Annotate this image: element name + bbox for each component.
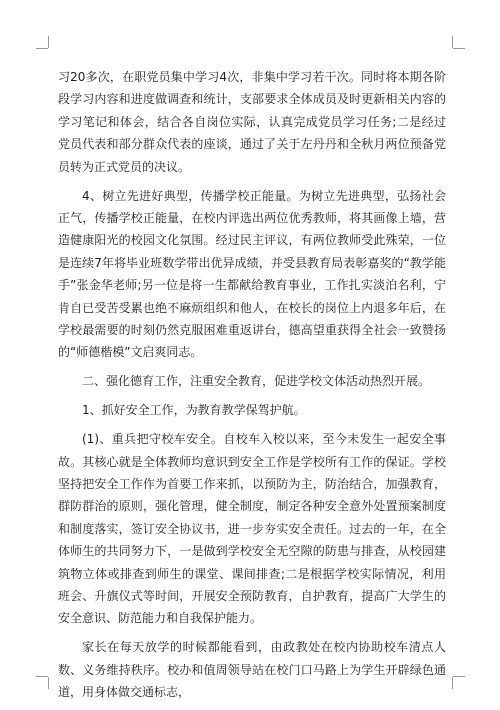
subheading-safety-work: 1、抓好安全工作，为教育教学保驾护航。 — [82, 403, 306, 418]
document-body — [58, 66, 446, 710]
section-heading-moral-education: 二、强化德育工作，注重安全教育，促进学校文体活动热烈开展。 — [82, 374, 431, 389]
paragraph-parents-pickup: 家长在每天放学的时候都能看到，由政教处在校内协助校车清点人数、义务维持秩序。校办和值周领导站在校门口马路上为学生开辟绿色通道，用身体做交通标志， — [58, 640, 446, 700]
paragraph-role-models: 4、树立先进好典型，传播学校正能量。为树立先进典型，弘扬社会正气，传播学校正能量，在校内评选出两位优秀教师，将其画像上墙，营造健康阳光的校园文化氛围。经过民主评议，有两位教师受此殊荣，一位是连续7年将毕业班数学带出优异成绩，并受县教育局表彰嘉奖的“教学能手”张金华老师;另一位是将一生都献给教育事业，工作扎实淡泊名利，宁肯自已受苦受累也绝不麻烦组织和他人，在校长的岗位上内退多年后，在学校最需要的时刻仍然克服困难重返讲台，德高望重获得全社会一致赞扬的“师德楷模”文启爽同志。 — [58, 188, 446, 360]
paragraph-party-study: 习20多次，在职党员集中学习4次，非集中学习若干次。同时将本期各阶段学习内容和进度做调查和统计，支部要求全体成员及时更新相关内容的学习笔记和体会，结合各自岗位实际，认真完成党员学习任务;二是经过党员代表和部分群众代表的座谈，通过了关于左丹丹和全秋月两位预备党员转为正式党员的决议。 — [58, 70, 446, 174]
paragraph-school-bus-safety: (1)、重兵把守校车安全。自校车入校以来，至今未发生一起安全事故。其核心就是全体教师均意识到安全工作是学校所有工作的保证。学校坚持把安全工作作为首要工作来抓，以预防为主，防治结合，加强教育，群防群治的原则，强化管理，健全制度，制定各种安全意外处置预案制度和制度落实，签订安全协议书，进一步夯实安全责任。过去的一年，在全体师生的共同努力下，一是做到学校安全无空隙的防患与排查，从校园建筑物立体或排查到师生的课堂、课间排查;二是根据学校实际情况，利用班会、升旗仪式等时间，开展安全预防教育，自护教育，提高广大学生的安全意识、防范能力和自我保护能力。 — [58, 432, 446, 626]
